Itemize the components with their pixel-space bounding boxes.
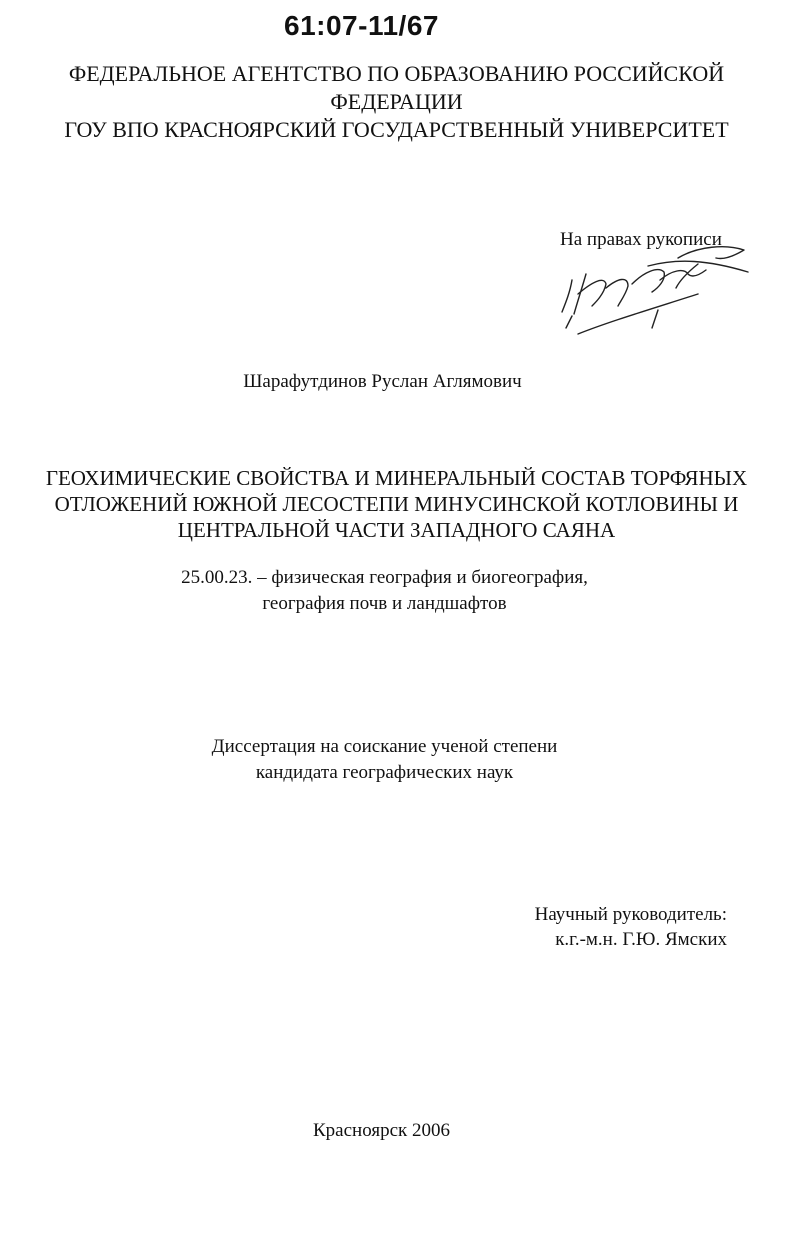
specialty-line-1: 25.00.23. – физическая география и биогеография,: [181, 567, 588, 588]
organization-line-2: ФЕДЕРАЦИИ: [330, 89, 463, 114]
title-line-2: ОТЛОЖЕНИЙ ЮЖНОЙ ЛЕСОСТЕПИ МИНУСИНСКОЙ КОТЛОВИНЫ И: [54, 492, 739, 516]
degree-statement: [0, 734, 781, 786]
author-name: Шарафутдинов Руслан Аглямович: [243, 371, 522, 392]
dissertation-title: [30, 465, 763, 543]
signature-image: [548, 236, 758, 346]
specialty-code: [0, 565, 781, 617]
place-year: Красноярск 2006: [313, 1120, 450, 1141]
specialty-line-2: география почв и ландшафтов: [262, 593, 507, 614]
manuscript-rights: На правах рукописи: [560, 229, 722, 250]
supervisor-name: к.г.-м.н. Г.Ю. Ямских: [555, 929, 727, 950]
organization-header: [40, 60, 753, 144]
supervisor-block: [535, 902, 727, 952]
degree-line-1: Диссертация на соискание ученой степени: [211, 736, 558, 757]
organization-line-1: ФЕДЕРАЛЬНОЕ АГЕНТСТВО ПО ОБРАЗОВАНИЮ РОССИЙСКОЙ: [68, 61, 725, 86]
organization-line-3: ГОУ ВПО КРАСНОЯРСКИЙ ГОСУДАРСТВЕННЫЙ УНИВЕРСИТЕТ: [64, 117, 729, 142]
document-code: 61:07-11/67: [284, 10, 439, 41]
title-line-1: ГЕОХИМИЧЕСКИЕ СВОЙСТВА И МИНЕРАЛЬНЫЙ СОСТАВ ТОРФЯНЫХ: [45, 466, 748, 490]
degree-line-2: кандидата географических наук: [255, 762, 514, 783]
supervisor-label: Научный руководитель:: [534, 904, 727, 925]
title-line-3: ЦЕНТРАЛЬНОЙ ЧАСТИ ЗАПАДНОГО САЯНА: [177, 518, 616, 542]
